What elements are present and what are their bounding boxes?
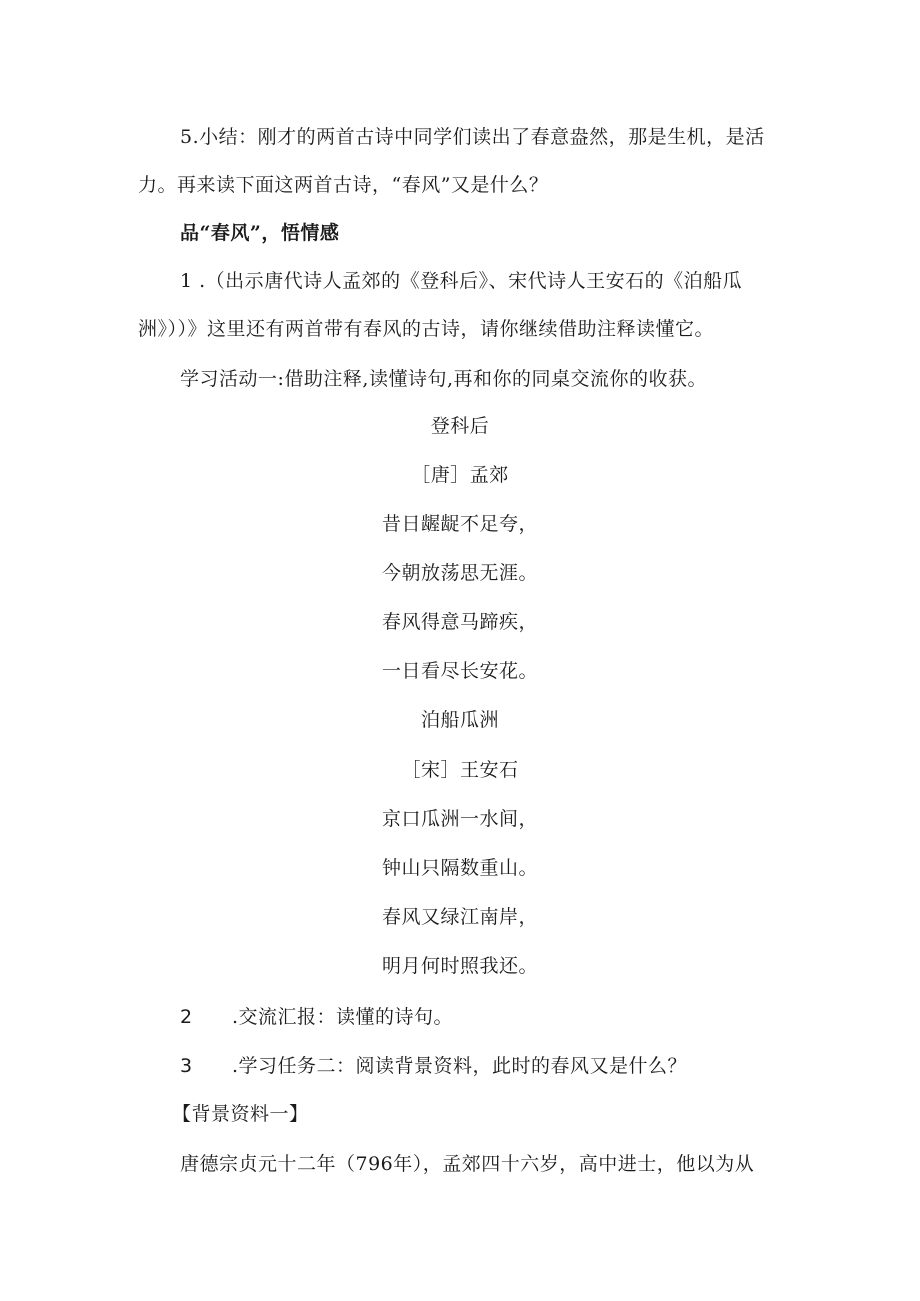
item-3-text: .学习任务二：阅读背景资料，此时的春风又是什么？: [232, 1055, 688, 1077]
poem-1-title: 登科后: [430, 415, 490, 437]
item-3-number: 3: [180, 1055, 193, 1077]
background-text: 唐德宗贞元十二年（796年），孟郊四十六岁，高中进士，他以为从: [180, 1153, 755, 1175]
item-1-line-2: 洲》））》这里还有两首带有春风的古诗，请你继续借助注释读懂它。: [138, 318, 715, 340]
poem-2-line: 春风又绿江南岸，: [381, 906, 538, 928]
poem-2-author: ［宋］王安石: [401, 759, 519, 781]
poem-2-line: 京口瓜洲一水间，: [381, 808, 538, 830]
item-2-text: .交流汇报：读懂的诗句。: [232, 1006, 454, 1028]
poem-2-title: 泊船瓜洲: [420, 709, 499, 731]
summary-line-2: 力。再来读下面这两首古诗，“春风”又是什么？: [138, 174, 549, 196]
poem-2-line: 钟山只隔数重山。: [381, 857, 538, 879]
item-1-line-1: 1 .（出示唐代诗人孟郊的《登科后》、宋代诗人王安石的《泊船瓜: [180, 270, 743, 292]
poem-1-line: 昔日龌龊不足夸，: [381, 513, 538, 535]
poem-1-line: 今朝放荡思无涯。: [381, 562, 538, 584]
poem-2-line: 明月何时照我还。: [381, 955, 538, 977]
section-heading: 品“春风”，悟情感: [180, 222, 340, 244]
item-2-number: 2: [180, 1006, 193, 1028]
poem-1-line: 一日看尽长安花。: [381, 660, 538, 682]
summary-line-1: 5.小结：刚才的两首古诗中同学们读出了春意盎然，那是生机，是活: [180, 126, 765, 148]
background-label: 【背景资料一】: [172, 1103, 309, 1125]
poem-1-author: ［唐］孟郊: [411, 464, 509, 486]
activity-1: 学习活动一:借助注释,读懂诗句,再和你的同桌交流你的收获。: [180, 368, 707, 390]
poem-1-line: 春风得意马蹄疾，: [381, 611, 538, 633]
